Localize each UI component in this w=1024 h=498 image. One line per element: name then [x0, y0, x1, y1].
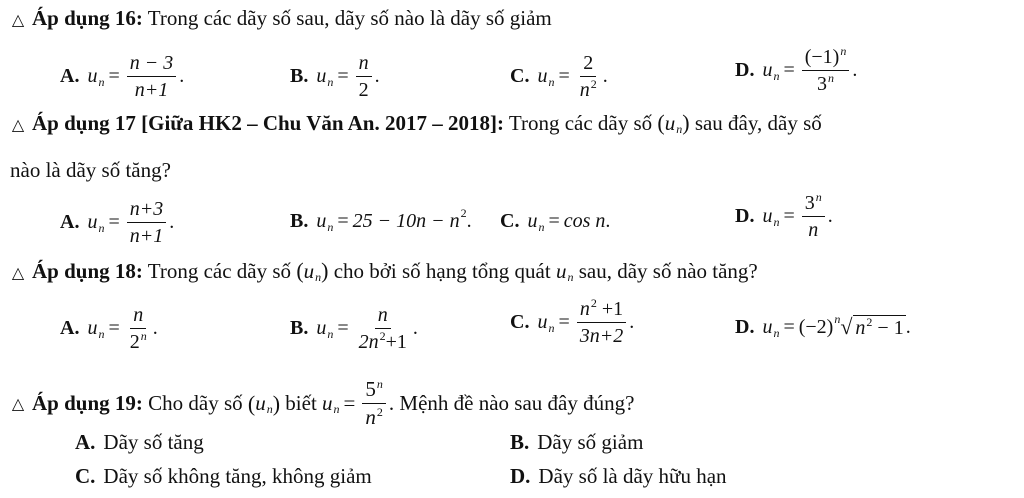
option-label: C. — [510, 65, 530, 87]
period: . — [605, 210, 611, 232]
option-label: B. — [290, 317, 309, 339]
var-u: u — [87, 211, 98, 233]
var-u: u — [555, 259, 567, 283]
paren: ) — [272, 390, 281, 416]
equals: = — [783, 205, 795, 227]
paren: ) — [682, 110, 690, 135]
superscript: n — [828, 71, 835, 85]
period: . — [905, 315, 911, 338]
answer-text: Dãy số là dãy hữu hạn — [538, 464, 727, 488]
superscript: 2 — [590, 77, 597, 91]
problem-text: sau, dãy số nào tăng? — [578, 259, 758, 283]
problem-text: sau đây, dãy số — [694, 111, 822, 135]
denominator: n+1 — [134, 79, 169, 101]
subscript: n — [676, 121, 683, 136]
subscript: n — [538, 220, 545, 234]
superscript: n — [834, 311, 841, 326]
problem-heading: Áp dụng 18: — [32, 259, 143, 283]
var-u: u — [762, 315, 773, 338]
fraction — [802, 46, 850, 95]
problem-17 — [10, 110, 822, 136]
subscript: n — [773, 69, 780, 83]
period: . — [179, 65, 185, 87]
problem-text: Trong các dãy số sau, dãy số nào là dãy số giảm — [147, 6, 552, 30]
numerator: n — [579, 298, 590, 320]
fraction — [356, 304, 410, 353]
equals: = — [108, 211, 120, 233]
equals: = — [337, 317, 349, 339]
superscript: 2 — [590, 296, 597, 310]
fraction — [577, 52, 600, 101]
subscript: n — [327, 327, 334, 341]
period: . — [852, 59, 858, 81]
answer-19-d — [510, 464, 727, 489]
subscript: n — [327, 220, 334, 234]
sqrt-icon: √ $n^2 - 1$ — [840, 314, 904, 339]
numerator-tail: +1 — [596, 298, 624, 320]
equals: = — [108, 65, 120, 87]
numerator: n − 3 — [127, 52, 177, 77]
numerator: n — [356, 52, 372, 77]
problem-19 — [10, 378, 634, 429]
paren: ( — [247, 390, 256, 416]
paren: ( — [657, 110, 665, 135]
option-label: B. — [290, 210, 309, 232]
subscript: n — [315, 269, 322, 284]
option-18-c — [510, 298, 634, 347]
denominator: n+1 — [129, 225, 164, 247]
var-u: u — [316, 65, 327, 87]
option-label: C. — [75, 464, 96, 488]
answer-19-c — [75, 464, 372, 489]
denominator: 2 — [129, 331, 140, 353]
option-18-b — [290, 304, 418, 353]
option-label: D. — [735, 315, 755, 338]
var-u: u — [322, 391, 333, 416]
radicand-tail: − 1 — [872, 317, 904, 339]
option-16-d — [735, 46, 857, 95]
base: (−2) — [798, 315, 834, 338]
var-u: u — [664, 110, 676, 135]
var-u: u — [537, 311, 548, 333]
option-18-a — [60, 304, 158, 353]
denominator: n — [579, 79, 590, 101]
denominator: 2n — [358, 331, 379, 353]
denominator: n — [365, 405, 376, 430]
fraction — [577, 298, 627, 347]
option-label: D. — [735, 59, 755, 81]
option-16-a — [60, 52, 184, 101]
var-u: u — [87, 65, 98, 87]
option-label: A. — [60, 211, 80, 233]
denominator-tail: +1 — [385, 331, 407, 353]
numerator: 5 — [365, 377, 376, 401]
option-label: B. — [290, 65, 309, 87]
var-u: u — [316, 210, 327, 232]
fraction — [127, 198, 167, 247]
answer-text: Dãy số không tăng, không giảm — [103, 464, 372, 488]
triangle-icon: △ — [11, 394, 25, 414]
subscript: n — [548, 321, 555, 335]
period: . — [374, 65, 380, 87]
superscript: 2 — [460, 206, 467, 220]
problem-text: Trong các dãy số — [508, 111, 653, 135]
answer-19-b — [510, 430, 643, 455]
var-u: u — [537, 65, 548, 87]
answer-19-a — [75, 430, 204, 455]
superscript: n — [815, 190, 822, 204]
equals: = — [558, 311, 570, 333]
problem-16 — [10, 6, 552, 31]
subscript: n — [98, 327, 105, 341]
var-u: u — [527, 210, 538, 232]
fraction — [127, 304, 150, 353]
problem-heading: Áp dụng 17 [Giữa HK2 – Chu Văn An. 2017 – 2018]: — [32, 111, 504, 135]
equals: = — [337, 65, 349, 87]
equals: = — [108, 317, 120, 339]
numerator: (−1) — [804, 46, 840, 68]
var-u: u — [303, 258, 315, 283]
problem-text: Cho dãy số — [148, 391, 243, 416]
superscript: 2 — [379, 329, 386, 343]
option-label: D. — [735, 205, 755, 227]
option-17-b — [290, 206, 472, 234]
answer-text: Dãy số giảm — [537, 430, 644, 454]
subscript: n — [567, 270, 574, 284]
paren: ) — [321, 258, 329, 283]
paren: ( — [296, 258, 304, 283]
subscript: n — [98, 221, 105, 235]
option-label: A. — [60, 65, 80, 87]
superscript: n — [140, 329, 147, 343]
var-u: u — [316, 317, 327, 339]
expression: cos n — [563, 210, 606, 232]
triangle-icon: △ — [11, 115, 25, 134]
option-17-a — [60, 198, 174, 247]
option-label: C. — [500, 210, 520, 232]
numerator: n — [130, 304, 146, 329]
equals: = — [548, 210, 560, 232]
fraction — [802, 192, 825, 241]
period: . — [466, 210, 472, 232]
denominator: 2 — [358, 79, 369, 101]
period: . — [629, 311, 635, 333]
expression: 25 − 10n − n — [352, 210, 460, 232]
superscript: n — [376, 377, 383, 391]
var-u: u — [762, 205, 773, 227]
superscript: 2 — [866, 315, 873, 329]
equals: = — [783, 59, 795, 81]
option-label: A. — [75, 430, 96, 454]
subscript: n — [773, 325, 780, 340]
denominator: 3 — [817, 73, 828, 95]
denominator: 3n+2 — [579, 325, 624, 347]
subscript: n — [548, 75, 555, 89]
problem-text: nào là dãy số tăng? — [10, 158, 171, 182]
equals: = — [337, 210, 349, 232]
option-16-b — [290, 52, 380, 101]
numerator: n+3 — [127, 198, 167, 223]
equals: = — [783, 315, 795, 338]
superscript: 2 — [376, 405, 383, 420]
superscript: n — [840, 44, 847, 58]
problem-text: . Mệnh đề nào sau đây đúng? — [388, 391, 635, 416]
period: . — [152, 317, 158, 339]
option-label: D. — [510, 464, 531, 488]
subscript: n — [773, 215, 780, 229]
triangle-icon: △ — [11, 10, 25, 29]
option-label: A. — [60, 317, 80, 339]
option-18-d — [735, 311, 911, 340]
problem-17-line2 — [10, 158, 171, 183]
subscript: n — [98, 75, 105, 89]
radicand: n — [855, 317, 866, 339]
denominator: n — [808, 219, 819, 241]
period: . — [412, 317, 418, 339]
period: . — [602, 65, 608, 87]
subscript: n — [266, 402, 273, 417]
problem-18 — [10, 258, 758, 284]
numerator: n — [375, 304, 391, 329]
problem-heading: Áp dụng 16: — [32, 6, 143, 30]
triangle-icon: △ — [11, 263, 25, 282]
option-17-d — [735, 192, 833, 241]
option-16-c — [510, 52, 608, 101]
problem-heading: Áp dụng 19: — [32, 391, 143, 416]
problem-text: cho bởi số hạng tổng quát — [333, 259, 551, 283]
var-u: u — [762, 59, 773, 81]
subscript: n — [327, 75, 334, 89]
subscript: n — [333, 402, 340, 417]
period: . — [827, 205, 833, 227]
problem-text: Trong các dãy số — [147, 259, 292, 283]
equals: = — [343, 391, 356, 416]
fraction — [127, 52, 177, 101]
var-u: u — [87, 317, 98, 339]
period: . — [169, 211, 175, 233]
numerator: 2 — [580, 52, 596, 77]
option-label: B. — [510, 430, 530, 454]
problem-text: biết — [285, 391, 317, 416]
fraction — [362, 378, 386, 429]
option-label: C. — [510, 311, 530, 333]
var-u: u — [255, 391, 266, 416]
answer-text: Dãy số tăng — [103, 430, 204, 454]
option-17-c — [500, 210, 610, 233]
equals: = — [558, 65, 570, 87]
fraction — [356, 52, 372, 101]
numerator: 3 — [804, 192, 815, 214]
